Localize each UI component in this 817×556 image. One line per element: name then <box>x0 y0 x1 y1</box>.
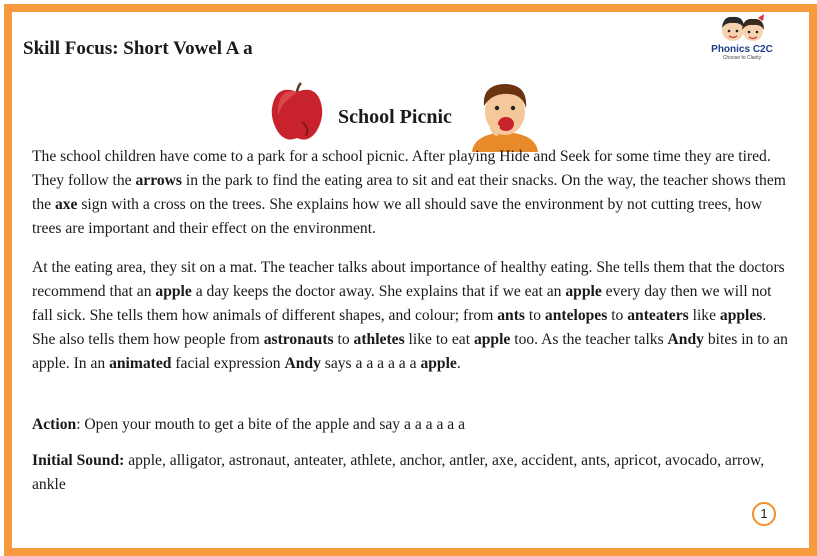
phonics-c2c-logo <box>706 10 778 64</box>
key-word: apple <box>155 283 192 300</box>
text-run: like <box>688 307 720 324</box>
text-run: every day then we will not fall sick. She tells them how animals of different shapes, and colour; from <box>32 283 772 324</box>
key-word: athletes <box>353 331 405 348</box>
text-run: says a a a a a a <box>320 355 421 372</box>
children-faces-icon <box>706 10 778 46</box>
text-run: bites in to an apple. In an <box>32 331 788 372</box>
action-text: : Open your mouth to get a bite of the apple and say a a a a a a <box>76 416 466 433</box>
key-word: axe <box>54 196 78 213</box>
key-word: apple <box>473 331 511 348</box>
key-word: apples <box>719 307 763 324</box>
text-run: in the park to find the eating area to sit and eat their snacks. On the way, the teacher shows them the <box>32 172 786 213</box>
text-run: to <box>333 331 354 348</box>
key-word: animated <box>109 355 172 372</box>
key-word: astronauts <box>263 331 334 348</box>
boy-biting-apple-icon <box>462 80 548 152</box>
text-run: . <box>456 355 461 372</box>
text-run: too. As the teacher talks <box>510 331 668 348</box>
initial-sound-paragraph <box>32 449 792 497</box>
key-word: apple <box>420 355 457 372</box>
skill-focus-heading: Skill Focus: Short Vowel A a <box>23 38 253 59</box>
key-word: ants <box>497 307 525 324</box>
text-run: to <box>524 307 545 324</box>
story-paragraph-2 <box>32 256 792 376</box>
key-word: apple <box>565 283 602 300</box>
text-run: At the eating area, they sit on a mat. The teacher talks about importance of healthy eating. She tells them that the doctors recommend that an <box>32 259 785 300</box>
key-word: Andy <box>284 355 321 372</box>
text-run: to <box>607 307 628 324</box>
action-paragraph <box>32 413 792 437</box>
red-apple-icon <box>266 82 328 144</box>
logo-name: Phonics C2C <box>711 44 773 55</box>
initial-sound-label: Initial Sound: <box>32 452 125 469</box>
key-word: anteaters <box>627 307 689 324</box>
story-paragraph-1 <box>32 145 792 241</box>
key-word: Andy <box>667 331 704 348</box>
initial-sound-text: apple, alligator, astronaut, anteater, athlete, anchor, antler, axe, accident, ants, apricot, avocado, arrow, ankle <box>32 452 765 493</box>
action-label: Action <box>32 416 77 433</box>
key-word: antelopes <box>544 307 608 324</box>
logo-tagline: Choose to Clarity <box>722 55 762 61</box>
text-run: The school children have come to a park for a school picnic. After playing Hide and Seek for some time they are tired. They follow the <box>32 148 771 189</box>
text-run: like to eat <box>404 331 474 348</box>
text-run: a day keeps the doctor away. She explains that if we eat an <box>191 283 566 300</box>
text-run: . She also tells them how people from <box>32 307 767 348</box>
key-word: arrows <box>135 172 182 189</box>
page-number: 1 <box>752 502 776 526</box>
text-run: facial expression <box>171 355 285 372</box>
text-run: sign with a cross on the trees. She explains how we all should save the environment by not cutting trees, how trees are important and their effect on the environment. <box>32 196 763 237</box>
story-title: School Picnic <box>338 106 452 128</box>
